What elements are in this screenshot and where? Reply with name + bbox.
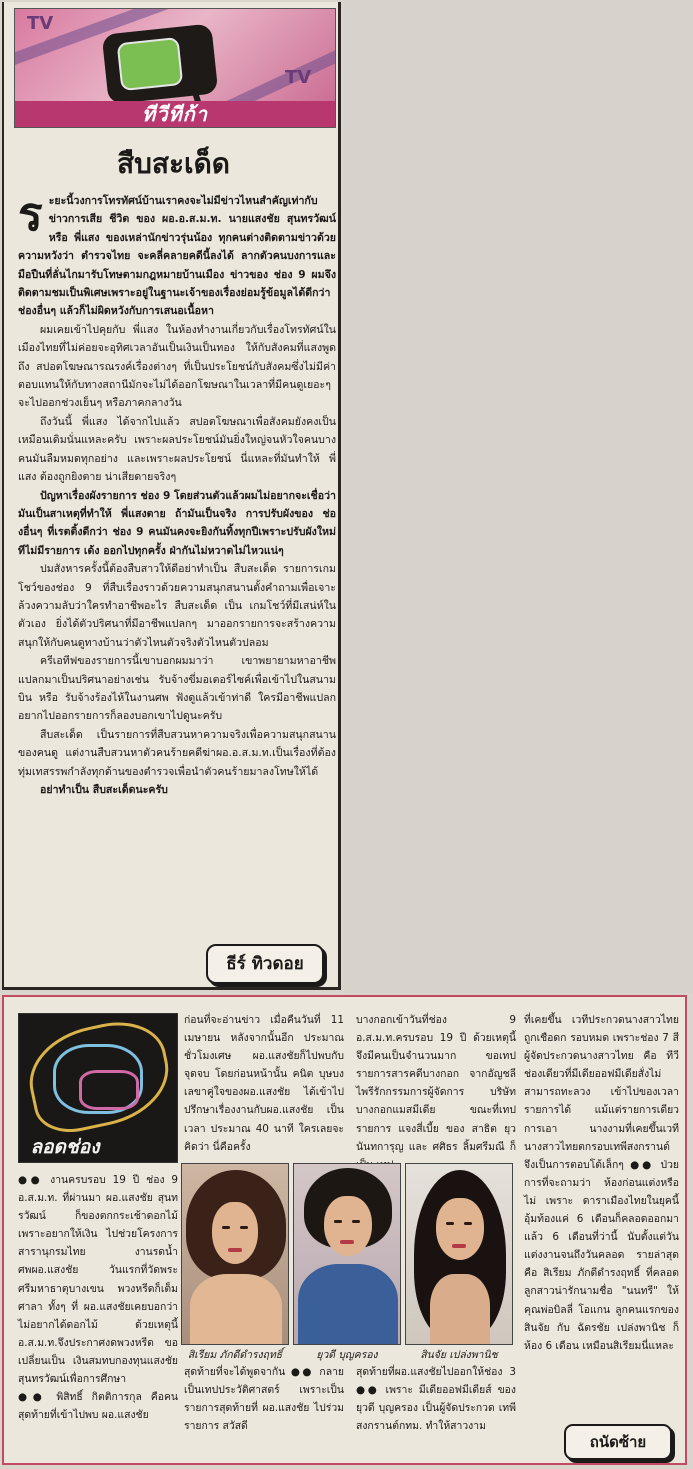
- text-column-3-lower: สุดท้ายที่ผอ.แสงชัยไปออกให้ช่อง 3 ●● เพราะ มีเดียออฟมีเดียส์ ของ ยุวดี บุญครอง เป็นผู้จัดประกวด เทพีสงกรานต์กทม. ทำให้สาวงาม: [356, 1366, 516, 1433]
- text-column-2-lower: สุดท้ายที่จะได้พูดจากัน ●● กลายเป็นเทปประวัติศาสตร์ เพราะเป็น รายการสุดท้ายที่ ผอ.แสงชัย ไปร่วมรายการ สวัสดี: [184, 1366, 344, 1433]
- portrait-photo-3: [405, 1163, 513, 1345]
- paragraph: ปมสังหารครั้งนี้ต้องสืบสาวให้ดีอย่าทำเป็น สืบสะเด็ด รายการเกมโชว์ของช่อง 9 ที่สืบเรื่องราวด้วยความสนุกสนานตั้งคำถามเพื่อเจาะล้วงความลับว่าใครทำอาชีพอะไร สืบสะเด็ด เป็น เกมโชว์ที่มีเสน่ห์ในตัวเอง ยิ่งได้ตัวปริศนาที่มีอาชีพแปลกๆ มาออกรายการจะสร้างความสนุกให้กับคนดูทางบ้านว่าตัวไหนตัวจริงตัวไหนตัวปลอม: [18, 563, 336, 649]
- photo-caption: สิเรียม ภักดีดำรงฤทธิ์: [187, 1349, 283, 1361]
- paragraph: ปัญหาเรื่องผังรายการ ช่อง 9 โดยส่วนตัวแล้วผมไม่อยากจะเชื่อว่ามันเป็นสาเหตุที่ทำให้ พี่แสงตาย ถ้ามันเป็นจริง การปรับผังของ ช่องอื่นๆ ที่เรตติ้งดีกว่า ช่อง 9 คนมันคงจะยิงกันทิ้งทุกปีเพราะปรับผังใหม่ทีไม่มีรายการ เด้ง ออกไปทุกครั้ง ฝ่ากันไม่หวาดไม่ไหวแน่ๆ: [18, 489, 336, 557]
- author-byline: ธีร์ ทิวดอย: [206, 944, 324, 984]
- column-banner: [14, 8, 336, 128]
- tv-screen-icon: [117, 37, 184, 91]
- column-title: ทีวีทีก้า: [15, 101, 335, 127]
- text-column-2: ก่อนที่จะอ่านข่าว เมื่อคืนวันที่ 11 เมษายน หลังจากนั้นอีก ประมาณชั่วโมงเศษ ผอ.แสงชัยก็ไปพบกับจุดจบ โดยก่อนหน้านั้น คนิต บุษบง เลขาคู่ใจของผอ.แสงชัย ได้เข้าไป ปรึกษาเรื่องงานกับผอ.แสงชัย เป็นเวลา ประมาณ 40 นาที ใครเลยจะคิดว่า นี่คือครั้ง: [184, 1014, 344, 1153]
- gossip-item: ●● พิสิทธิ์ กิตติการกุล คือคนสุดท้ายที่เข้าไปพบ ผอ.แสงชัย: [18, 1391, 178, 1422]
- background-strip: [344, 0, 693, 993]
- banner-tv-mark: TV: [285, 67, 312, 88]
- bottom-article-clipping: [2, 995, 687, 1465]
- column-logo-title: ลอดช่อง: [19, 1132, 111, 1162]
- top-article-clipping: [2, 2, 341, 990]
- column-logo: [18, 1013, 178, 1163]
- paragraph-text: ะยะนี้วงการโทรทัศน์บ้านเราคงจะไม่มีข่าวไหนสำคัญเท่ากับ ข่าวการเสีย ชีวิต ของ ผอ.อ.ส.ม.ท. นายแสงชัย สุนทรวัฒน์ หรือ พี่แสง ของเหล่านักข่าวรุ่นน้อง ทุกคนต่างติดตามข่าวด้วยความหวังว่า ตำรวจไทย จะคลี่คลายคดีนี้ลงได้ ลากตัวคนบงการและมือปืนที่ลั่นไกมารับโทษตามกฎหมายบ้านเมือง ข่าวของ ช่อง 9 ผมจึงติดตามชมเป็นพิเศษเพราะอยู่ในฐานะเจ้าของเรื่องย่อมรู้ข้อมูลได้ดีกว่าช่องอื่นๆ แล้วก็ไม่ผิดหวังกับการเสนอเนื้อหา: [18, 195, 336, 318]
- drop-cap: ร: [18, 187, 43, 241]
- text-column-1: [18, 1171, 178, 1424]
- author-byline: ถนัดซ้าย: [564, 1424, 672, 1460]
- paragraph: ถึงวันนี้ พี่แสง ได้จากไปแล้ว สปอตโฆษณาเพื่อสังคมยังคงเป็นเหมือนเดิมนั่นแหละครับ เพราะผลประโยชน์มันยิ่งใหญ่จนหัวใจคนบางคนมันลืมหมดทุกอย่าง และเพราะผลประโยชน์ นี่แหละที่มันทำให้ พี่แสง ต้องถูกยิงตาย น่าเสียดายจริงๆ: [18, 415, 336, 484]
- portrait-photo-1: [181, 1163, 289, 1345]
- photo-caption: ยุวดี บุญครอง: [316, 1349, 378, 1361]
- closing-line: อย่าทำเป็น สืบสะเด็ดนะครับ: [40, 784, 168, 796]
- photo-caption: สินจัย เปล่งพานิช: [420, 1349, 498, 1361]
- article-body: [18, 187, 336, 799]
- text-column-4: ที่เคยขึ้น เวทีประกวดนางสาวไทย ถูกเชือดก รอบหมด เพราะช่อง 7 สีผู้จัดประกวดนางสาวไทย คือ ทีวีช่องเดียวที่มีเดียออฟมีเดียสั่งไม่สามารถทะลวง เข้าไปของเวลารายการได้ แม้แต่รายการเดียว การเอา นางงามที่เคยขึ้นเวทีนางสาวไทยตกรอบเทพีสงกรานต์จึงเป็นการตอบโต้เล็กๆ ●● ป่วยการที่จะถามว่า ห้องก่อนแต่งหรือไม่ เพราะ ดาราเมืองไทยในยุคนี้อุ้มท้องแค่ 6 เดือนก็คลอดออกมาแล้ว 6 เดือนที่ว่านี้ นับตั้งแต่วันแต่งงานจนถึงวันคลอด รายล่าสุดคือ สิเรียม ภักดีดำรงฤทธิ์ ที่คลอดลูกสาวน่ารักนามชื่อ "นนทรี" ให้ คุณพ่อบิลลี่ โอแกน ลูกคนแรกของ สินจัย กับ ฉัตรชัย เปล่งพานิช ก็ห้อง 6 เดือน เหมือนสิเรียมนี่แหละ: [524, 1014, 679, 1352]
- paragraph: สืบสะเด็ด เป็นรายการที่สืบสวนหาความจริงเพื่อความสนุกสนานของคนดู แต่งานสืบสวนหาตัวคนร้ายคดีฆ่าผอ.อ.ส.ม.ท.เป็นเรื่องที่ต้องทุ่มเทสรรพกำลังทุกด้านของตำรวจเพื่อนำตัวคนร้ายมาลงโทษให้ได้: [18, 728, 336, 778]
- portrait-photo-2: [293, 1163, 401, 1345]
- paragraph: ผมเคยเข้าไปคุยกับ พี่แสง ในห้องทำงานเกี่ยวกับเรื่องโทรทัศน์ในเมืองไทยที่ไม่ค่อยจะอุทิศเวลาอันเป็นเงินเป็นทอง ให้กับสังคมที่แสงพูดถึง สปอตโฆษณารณรงค์เรื่องต่างๆ ที่เป็นประโยชน์กับสังคมซึ่งไม่มีค่าตอบแทนให้กับทางสถานีมักจะไม่ได้ออกโฆษณาในเวลาที่มีคนดูเยอะๆ จะไปออกช่วงเย็นๆ หรือภาคกลางวัน: [18, 323, 336, 410]
- article-headline: สืบสะเด็ด: [117, 147, 230, 180]
- banner-tv-mark: TV: [27, 13, 54, 34]
- paragraph: [18, 187, 336, 321]
- gossip-item: ●● งานครบรอบ 19 ปี ช่อง 9 อ.ส.ม.ท. ที่ผ่านมา ผอ.แสงชัย สุนทรวัฒน์ ก็ของตกกระเช้าดอกไม้ เพราะอยากให้เงิน ไปช่วยโครงการสารานุกรมไทย งานรดน้ำศพผอ.แสงชัย วันแรกที่วัดพระศรีมหาธาตุบางเขน พวงหรีดก็เต็มศาลา ทั้งๆ ที่ ผอ.แสงชัยเคยบอกว่าไม่อยากได้ดอกไม้ ด้วยเหตุนี้ อ.ส.ม.ท.จึงประกาศงดพวงหรีด ขอเปลี่ยนเป็น เงินสมทบกองทุนแสงชัย สุนทรวัฒน์เพื่อการศึกษา: [18, 1174, 178, 1386]
- television-icon: [102, 23, 219, 104]
- logo-swirl-icon: [79, 1070, 139, 1110]
- paragraph: ครีเอทีฟของรายการนี้เขาบอกผมมาว่า เขาพยายามหาอาชีพแปลกมาเป็นปริศนาอย่างเช่น รับจ้างขี่มอเตอร์ไซค์เพื่อเข้าไปในสนามบิน หรือ รับจ้างร้องไห้ในงานศพ ฟังดูแล้วเข้าท่าดี ใครมีอาชีพแปลกอยากไปออกรายการก็ลองบอกเขาไปดูนะครับ: [18, 655, 336, 723]
- text-column-3: บางกอกเข้าวันที่ช่อง 9 อ.ส.ม.ท.ครบรอบ 19 ปี ด้วยเหตุนี้จึงมีคนเป็นจำนวนมาก ขอเทปรายการสารคดีบางกอก จากอัญชลี ไพรีรักกรรมการผู้จัดการ บริษัทบางกอกแมสมีเดีย ขณะที่เทปรายการ แจงสี่เบี้ย ของ สาธิต ยุวนันทการุญ และ ศศิธร ลิ้มศรีมณี ก็: [356, 1014, 516, 1153]
